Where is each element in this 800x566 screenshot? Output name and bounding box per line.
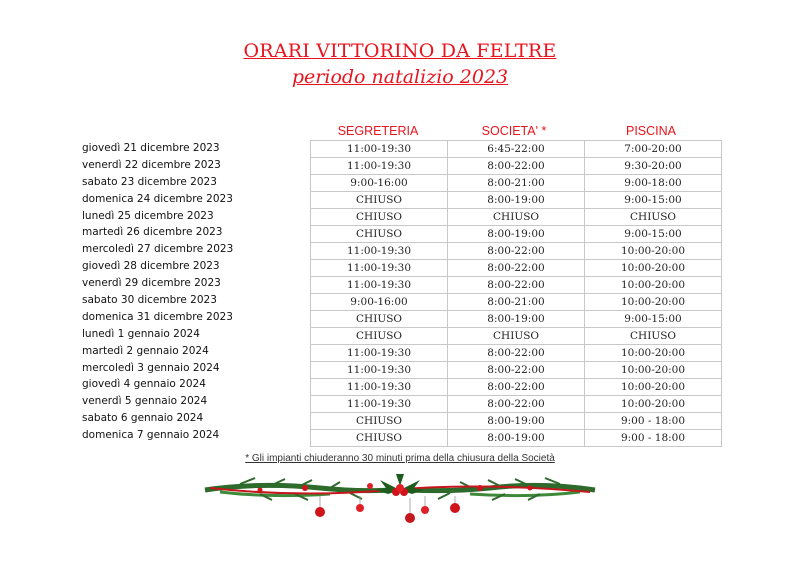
cell-piscina: 9:00-15:00 [585,226,722,243]
page-title: ORARI VITTORINO DA FELTRE [243,40,557,62]
cell-societa: 8:00-21:00 [448,294,585,311]
day-label: sabato 30 dicembre 2023 [82,294,217,307]
cell-piscina: 10:00-20:00 [585,362,722,379]
christmas-garland-icon [200,468,600,528]
day-label: venerdì 5 gennaio 2024 [82,395,208,408]
table-row [311,226,722,243]
day-label: domenica 24 dicembre 2023 [82,192,233,205]
table-row [311,158,722,175]
day-label: domenica 7 gennaio 2024 [82,429,220,442]
cell-segreteria: CHIUSO [311,413,448,430]
cell-segreteria: 11:00-19:30 [311,362,448,379]
cell-piscina: 10:00-20:00 [585,379,722,396]
cell-piscina: 9:00-15:00 [585,311,722,328]
cell-societa: CHIUSO [448,328,585,345]
cell-segreteria: 11:00-19:30 [311,243,448,260]
table-row [311,260,722,277]
table-row [311,311,722,328]
cell-segreteria: CHIUSO [311,226,448,243]
table-row [311,345,722,362]
cell-piscina: CHIUSO [585,328,722,345]
cell-segreteria: 9:00-16:00 [311,175,448,192]
cell-segreteria: 11:00-19:30 [311,277,448,294]
day-label: giovedì 21 dicembre 2023 [82,142,220,154]
column-header-societa: SOCIETA' * [481,124,547,138]
cell-segreteria: 11:00-19:30 [311,158,448,175]
cell-piscina: 9:00 - 18:00 [585,413,722,430]
cell-piscina: 10:00-20:00 [585,294,722,311]
table-row [311,141,722,158]
cell-societa: 8:00-22:00 [448,243,585,260]
cell-segreteria: CHIUSO [311,209,448,226]
cell-societa: 8:00-19:00 [448,413,585,430]
cell-piscina: 7:00-20:00 [585,141,722,158]
cell-societa: 8:00-19:00 [448,430,585,447]
table-row [311,192,722,209]
cell-piscina: CHIUSO [585,209,722,226]
cell-societa: CHIUSO [448,209,585,226]
cell-segreteria: 11:00-19:30 [311,396,448,413]
cell-segreteria: 9:00-16:00 [311,294,448,311]
cell-piscina: 10:00-20:00 [585,345,722,362]
cell-piscina: 9:00-18:00 [585,175,722,192]
cell-segreteria: CHIUSO [311,328,448,345]
footnote: * Gli impianti chiuderanno 30 minuti prima della chiusura della Società [245,453,555,464]
day-label: sabato 23 dicembre 2023 [82,175,217,188]
table-row [311,175,722,192]
table-row [311,277,722,294]
day-label: giovedì 4 gennaio 2024 [82,378,206,391]
cell-societa: 8:00-22:00 [448,277,585,294]
cell-segreteria: CHIUSO [311,430,448,447]
day-label: lunedì 25 dicembre 2023 [82,209,214,222]
day-label: mercoledì 3 gennaio 2024 [82,361,220,374]
column-header-piscina: PISCINA [625,124,676,138]
cell-societa: 8:00-22:00 [448,396,585,413]
cell-segreteria: 11:00-19:30 [311,379,448,396]
day-label: venerdì 29 dicembre 2023 [82,277,221,290]
table-row [311,209,722,226]
cell-societa: 8:00-22:00 [448,379,585,396]
cell-societa: 8:00-22:00 [448,345,585,362]
cell-societa: 8:00-19:00 [448,226,585,243]
day-label: sabato 6 gennaio 2024 [82,412,204,425]
cell-societa: 8:00-22:00 [448,362,585,379]
table-row [311,328,722,345]
cell-societa: 8:00-19:00 [448,311,585,328]
cell-piscina: 9:30-20:00 [585,158,722,175]
cell-segreteria: 11:00-19:30 [311,141,448,158]
day-list [82,140,233,444]
cell-societa: 8:00-19:00 [448,192,585,209]
day-label: giovedì 28 dicembre 2023 [82,260,220,273]
day-label: martedì 26 dicembre 2023 [82,226,223,239]
cell-societa: 8:00-22:00 [448,260,585,277]
cell-societa: 8:00-22:00 [448,158,585,175]
day-label: lunedì 1 gennaio 2024 [82,327,200,340]
table-row [311,413,722,430]
table-row [311,243,722,260]
cell-piscina: 10:00-20:00 [585,277,722,294]
table-row [311,396,722,413]
day-label: mercoledì 27 dicembre 2023 [82,243,234,256]
cell-piscina: 10:00-20:00 [585,396,722,413]
cell-segreteria: CHIUSO [311,192,448,209]
day-label: venerdì 22 dicembre 2023 [82,158,221,171]
cell-piscina: 10:00-20:00 [585,243,722,260]
table-row [311,294,722,311]
cell-segreteria: 11:00-19:30 [311,260,448,277]
cell-piscina: 9:00 - 18:00 [585,430,722,447]
day-label: domenica 31 dicembre 2023 [82,310,233,323]
cell-piscina: 9:00-15:00 [585,192,722,209]
table-row [311,430,722,447]
schedule-table [310,140,722,447]
cell-segreteria: CHIUSO [311,311,448,328]
cell-piscina: 10:00-20:00 [585,260,722,277]
table-row [311,362,722,379]
page-subtitle: periodo natalizio 2023 [291,66,509,88]
cell-segreteria: 11:00-19:30 [311,345,448,362]
column-header-segreteria: SEGRETERIA [337,124,419,138]
table-row [311,379,722,396]
cell-societa: 6:45-22:00 [448,141,585,158]
cell-societa: 8:00-21:00 [448,175,585,192]
day-label: martedì 2 gennaio 2024 [82,344,209,357]
